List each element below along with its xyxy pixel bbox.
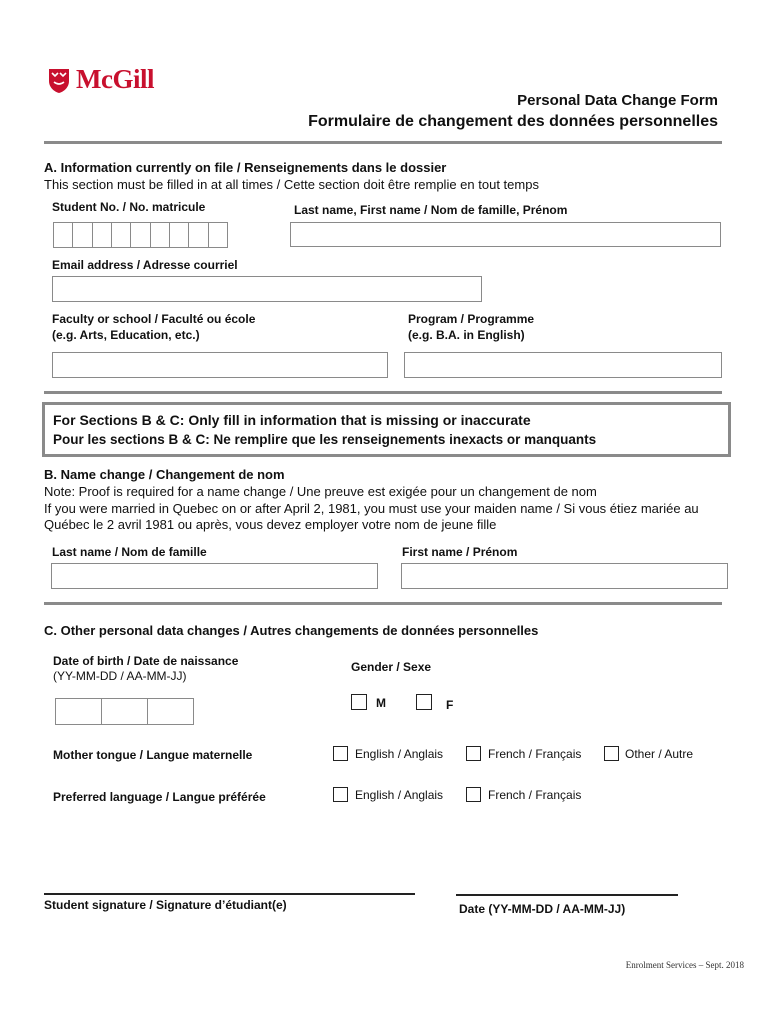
faculty-label: Faculty or school / Faculté ou école: [52, 312, 256, 326]
header-divider: [44, 141, 722, 144]
section-b-note-3: Québec le 2 avril 1981 ou après, vous devez employer votre nom de jeune fille: [44, 517, 497, 532]
section-a-note: This section must be filled in at all times / Cette section doit être remplie en tout temps: [44, 177, 539, 192]
gender-label: Gender / Sexe: [351, 660, 432, 674]
mother-tongue-other-checkbox[interactable]: [604, 746, 619, 761]
notice-en: For Sections B & C: Only fill in information that is missing or inaccurate: [53, 412, 531, 428]
section-a-divider: [44, 391, 722, 394]
signature-date-label: Date (YY-MM-DD / AA-MM-JJ): [459, 902, 626, 916]
student-signature-label: Student signature / Signature d’étudiant(e): [44, 898, 287, 912]
last-name-label: Last name / Nom de famille: [52, 545, 207, 559]
mcgill-logo: [48, 66, 178, 98]
mother-tongue-french-label: French / Français: [488, 747, 582, 761]
name-field[interactable]: [290, 222, 721, 247]
student-no-label: Student No. / No. matricule: [52, 200, 206, 214]
first-name-label: First name / Prénom: [402, 545, 518, 559]
preferred-english-label: English / Anglais: [355, 788, 444, 802]
faculty-example: (e.g. Arts, Education, etc.): [52, 328, 200, 342]
mother-tongue-other-label: Other / Autre: [625, 747, 694, 761]
mother-tongue-english-label: English / Anglais: [355, 747, 444, 761]
section-b-note-1: Note: Proof is required for a name change / Une preuve est exigée pour un changement de nom: [44, 484, 597, 499]
preferred-language-label: Preferred language / Langue préférée: [53, 790, 266, 804]
program-field[interactable]: [404, 352, 722, 378]
student-no-field[interactable]: [53, 222, 228, 248]
sections-bc-notice: [42, 402, 731, 457]
gender-m-checkbox[interactable]: [351, 694, 367, 710]
section-a-heading: A. Information currently on file / Renseignements dans le dossier: [44, 160, 447, 175]
footer-text: Enrolment Services – Sept. 2018: [625, 960, 744, 970]
name-label: Last name, First name / Nom de famille, Prénom: [294, 203, 568, 217]
preferred-french-label: French / Français: [488, 788, 582, 802]
section-b-divider: [44, 602, 722, 605]
gender-m-label: M: [376, 696, 386, 710]
gender-f-label: F: [446, 698, 454, 712]
section-b-heading: B. Name change / Changement de nom: [44, 467, 285, 482]
email-field[interactable]: [52, 276, 482, 302]
preferred-english-checkbox[interactable]: [333, 787, 348, 802]
email-label: Email address / Adresse courriel: [52, 258, 238, 272]
preferred-french-checkbox[interactable]: [466, 787, 481, 802]
dob-label: Date of birth / Date de naissance: [53, 654, 239, 668]
notice-fr: Pour les sections B & C: Ne remplire que les renseignements inexacts or manquants: [53, 432, 597, 447]
form-title-fr: Formulaire de changement des données personnelles: [308, 113, 718, 130]
date-line[interactable]: [456, 894, 678, 896]
form-title-en: Personal Data Change Form: [517, 92, 718, 109]
mother-tongue-french-checkbox[interactable]: [466, 746, 481, 761]
program-label: Program / Programme: [408, 312, 535, 326]
dob-format: (YY-MM-DD / AA-MM-JJ): [53, 669, 187, 683]
section-c-heading: C. Other personal data changes / Autres changements de données personnelles: [44, 623, 539, 638]
crest-icon: [48, 68, 70, 94]
program-example: (e.g. B.A. in English): [408, 328, 525, 342]
logo-wordmark: McGill: [76, 64, 154, 94]
mother-tongue-label: Mother tongue / Langue maternelle: [53, 748, 253, 762]
section-b-note-2: If you were married in Quebec on or after April 2, 1981, you must use your maiden name / Si vous étiez mariée au: [44, 501, 699, 516]
dob-field[interactable]: [55, 698, 194, 725]
gender-f-checkbox[interactable]: [416, 694, 432, 710]
mother-tongue-english-checkbox[interactable]: [333, 746, 348, 761]
signature-line[interactable]: [44, 893, 415, 895]
first-name-field[interactable]: [401, 563, 728, 589]
last-name-field[interactable]: [51, 563, 378, 589]
faculty-field[interactable]: [52, 352, 388, 378]
